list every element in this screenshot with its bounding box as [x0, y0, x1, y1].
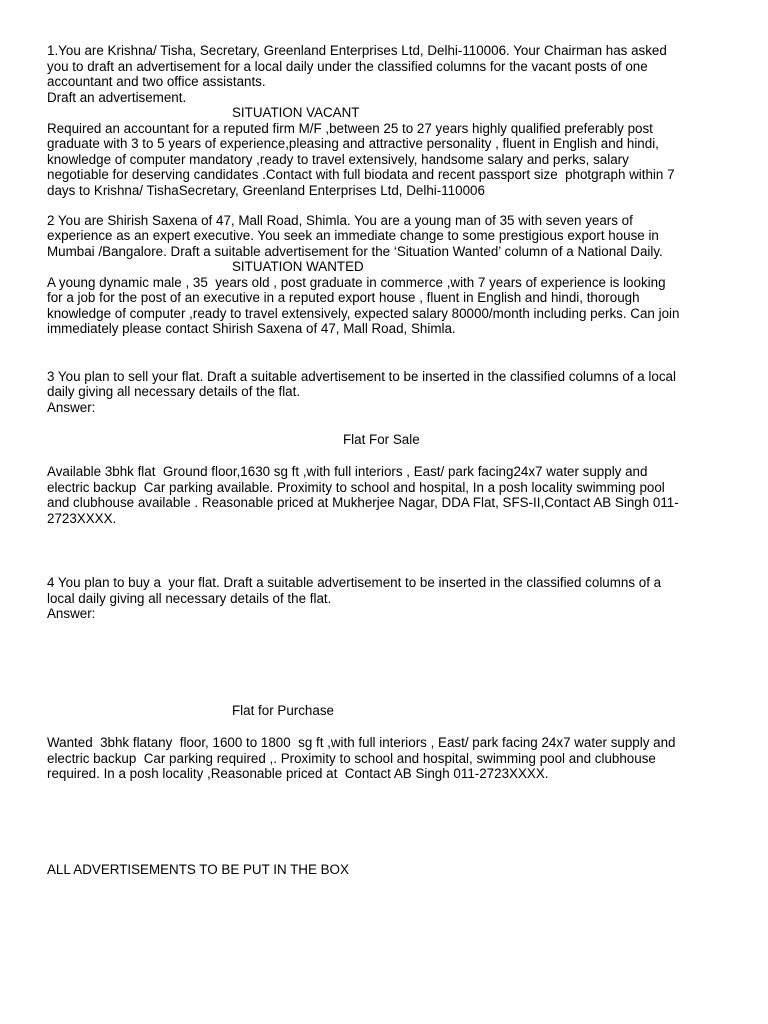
q4-answer-line-1: Wanted 3bhk flatany floor, 1600 to 1800 sg ft ,with full interiors , East/ park facing 24x7 water supply and [47, 735, 676, 750]
q2-prompt-line-2: experience as an expert executive. You seek an immediate change to some prestigious export house in [47, 228, 659, 243]
q1-prompt-line-4: Draft an advertisement. [47, 90, 187, 105]
footer-note: ALL ADVERTISEMENTS TO BE PUT IN THE BOX [47, 862, 349, 877]
q1-prompt-line-1: 1.You are Krishna/ Tisha, Secretary, Greenland Enterprises Ltd, Delhi-110006. Your Chairman has asked [47, 43, 667, 58]
q4-answer-line-2: electric backup Car parking required ,. Proximity to school and hospital, swimming pool and clubhouse [47, 751, 656, 766]
q1-answer-line-1: Required an accountant for a reputed firm M/F ,between 25 to 27 years highly qualified preferably post [47, 121, 653, 136]
q3-prompt-line-1: 3 You plan to sell your flat. Draft a suitable advertisement to be inserted in the classified columns of a local [47, 369, 676, 384]
q1-prompt-line-3: accountant and two office assistants. [47, 74, 266, 89]
q2-answer-line-2: for a job for the post of an executive in a reputed export house , fluent in English and hindi, thorough [47, 290, 640, 305]
q1-answer-line-4: negotiable for deserving candidates .Contact with full biodata and recent passport size photgraph within 7 [47, 167, 675, 182]
q4-prompt-line-2: local daily giving all necessary details of the flat. [47, 591, 332, 606]
q3-prompt-line-2: daily giving all necessary details of the flat. [47, 384, 301, 399]
q2-heading: SITUATION WANTED [232, 259, 364, 274]
q2-answer-line-3: knowledge of computer ,ready to travel extensively, expected salary 80000/month including perks. Can join [47, 306, 680, 321]
q1-prompt-line-2: you to draft an advertisement for a local daily under the classified columns for the vacant posts of one [47, 59, 648, 74]
q3-answer-line-3: and clubhouse available . Reasonable priced at Mukherjee Nagar, DDA Flat, SFS-II,Contact AB Singh 011- [47, 495, 679, 510]
q1-answer-line-3: knowledge of computer mandatory ,ready to travel extensively, handsome salary and perks, salary [47, 152, 629, 167]
q1-heading: SITUATION VACANT [232, 105, 360, 120]
q4-prompt-line-1: 4 You plan to buy a your flat. Draft a suitable advertisement to be inserted in the classified columns of a [47, 575, 662, 590]
q2-prompt-line-3: Mumbai /Bangalore. Draft a suitable advertisement for the ‘Situation Wanted’ column of a National Daily. [47, 244, 663, 259]
q3-answer-line-1: Available 3bhk flat Ground floor,1630 sg ft ,with full interiors , East/ park facing24x7 water supply and [47, 464, 648, 479]
q3-answer-line-2: electric backup Car parking available. Proximity to school and hospital, In a posh locality swimming pool [47, 480, 665, 495]
q2-answer-line-1: A young dynamic male , 35 years old , post graduate in commerce ,with 7 years of experience is looking [47, 275, 666, 290]
q2-prompt-line-1: 2 You are Shirish Saxena of 47, Mall Road, Shimla. You are a young man of 35 with seven years of [47, 213, 633, 228]
q3-answer-line-4: 2723XXXX. [47, 511, 117, 526]
q2-answer-line-4: immediately please contact Shirish Saxena of 47, Mall Road, Shimla. [47, 321, 456, 336]
q3-answer-label: Answer: [47, 400, 96, 415]
q4-answer-label: Answer: [47, 606, 96, 621]
q1-answer-line-2: graduate with 3 to 5 years of experience,pleasing and attractive personality , fluent in English and hindi, [47, 136, 659, 151]
q1-answer-line-5: days to Krishna/ TishaSecretary, Greenland Enterprises Ltd, Delhi-110006 [47, 183, 485, 198]
q4-answer-line-3: required. In a posh locality ,Reasonable priced at Contact AB Singh 011-2723XXXX. [47, 766, 549, 781]
q4-heading: Flat for Purchase [232, 703, 334, 718]
q3-heading: Flat For Sale [343, 432, 420, 447]
